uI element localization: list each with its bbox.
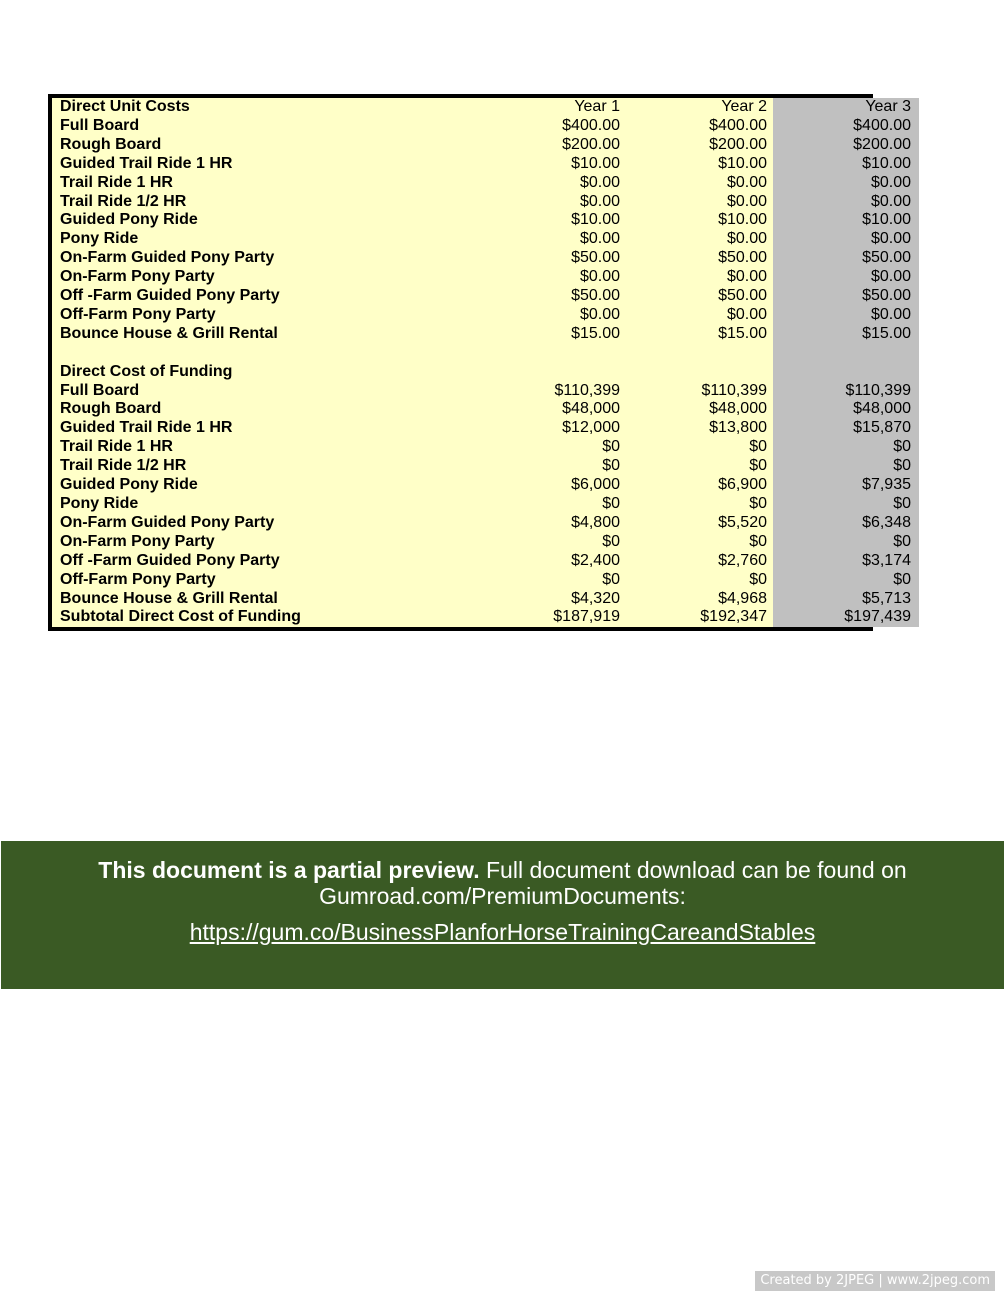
row-year-2: $0 [749,495,767,513]
row-year-3: $0.00 [773,306,919,325]
row-year-1: $200.00 [562,135,620,153]
row-label: Off-Farm Pony Party [60,305,216,323]
row-label: Off -Farm Guided Pony Party [60,551,280,569]
row-label: Bounce House & Grill Rental [60,324,278,342]
row-year-3: $7,935 [773,476,919,495]
section-heading-unit-costs: Direct Unit Costs [60,98,190,115]
unit-cost-row [52,325,919,344]
row-year-2: $6,900 [718,476,767,494]
row-year-2: $5,520 [718,513,767,531]
row-label: On-Farm Guided Pony Party [60,249,275,267]
row-year-1: $400.00 [562,116,620,134]
funding-row [52,476,919,495]
row-year-3: $6,348 [773,514,919,533]
row-year-2: $400.00 [709,116,767,134]
spacer-row [52,344,919,363]
row-year-2: $0.00 [726,173,767,191]
funding-row [52,438,919,457]
unit-cost-row [52,174,919,193]
row-year-3: $15.00 [773,325,919,344]
row-year-1: $0 [602,438,620,456]
row-year-3: $0.00 [773,230,919,249]
spacer-cell [480,344,626,363]
unit-cost-row [52,211,919,230]
row-year-3: $400.00 [773,117,919,136]
row-year-1: $0.00 [579,305,620,323]
cost-table-frame [48,94,911,631]
row-year-2: $0.00 [726,192,767,210]
row-year-2: $0 [749,438,767,456]
row-year-3: $3,174 [773,552,919,571]
row-year-1: $48,000 [562,400,620,418]
row-year-3: $10.00 [773,211,919,230]
row-label: Off-Farm Pony Party [60,570,216,588]
row-label: On-Farm Pony Party [60,532,215,550]
empty-cell [626,363,773,382]
row-year-3: $0 [773,438,919,457]
row-year-3: $0.00 [773,268,919,287]
row-year-1: $0 [602,570,620,588]
row-year-2: $15.00 [718,324,767,342]
row-year-1: $0 [602,532,620,550]
row-year-3: $200.00 [773,136,919,155]
row-year-2: $0.00 [726,268,767,286]
row-label: Rough Board [60,400,162,418]
funding-row [52,552,919,571]
row-year-1: $10.00 [571,154,620,172]
row-year-2: $10.00 [718,211,767,229]
row-label: Guided Trail Ride 1 HR [60,419,233,437]
row-year-3: $5,713 [773,590,919,609]
row-label: Subtotal Direct Cost of Funding [60,608,301,626]
row-label: On-Farm Guided Pony Party [60,513,275,531]
row-year-2: $4,968 [718,589,767,607]
row-year-2: $48,000 [709,400,767,418]
row-year-1: $50.00 [571,287,620,305]
row-year-2: $2,760 [718,551,767,569]
unit-cost-row [52,306,919,325]
row-year-2: $13,800 [709,419,767,437]
preview-notice-bold: This document is a partial preview. [98,857,480,883]
unit-cost-row [52,136,919,155]
table-header-row [52,98,919,117]
row-label: Trail Ride 1/2 HR [60,457,187,475]
spacer-cell [773,344,919,363]
spacer-cell [52,344,480,363]
row-label: Guided Pony Ride [60,476,198,494]
preview-banner [1,841,1004,989]
row-year-2: $0.00 [726,305,767,323]
row-year-3: $48,000 [773,400,919,419]
row-label: Rough Board [60,135,162,153]
subtotal-row [52,608,919,627]
row-label: Trail Ride 1 HR [60,173,173,191]
watermark: Created by 2JPEG | www.2jpeg.com [755,1271,995,1291]
row-year-3: $0.00 [773,174,919,193]
row-year-1: $12,000 [562,419,620,437]
download-link[interactable]: https://gum.co/BusinessPlanforHorseTrainingCareandStables [189,919,816,945]
row-label: Guided Pony Ride [60,211,198,229]
row-year-1: $4,320 [571,589,620,607]
row-year-3: $197,439 [773,608,919,627]
row-year-3: $15,870 [773,419,919,438]
row-year-3: $0 [773,533,919,552]
row-label: Off -Farm Guided Pony Party [60,287,280,305]
row-year-2: $192,347 [700,608,767,626]
row-year-3: $0.00 [773,193,919,212]
row-year-3: $50.00 [773,287,919,306]
row-label: Pony Ride [60,495,139,513]
row-year-1: $0.00 [579,230,620,248]
row-year-3: $10.00 [773,155,919,174]
row-year-1: $0.00 [579,268,620,286]
row-year-2: $10.00 [718,154,767,172]
row-year-3: $0 [773,457,919,476]
column-header-year-2: Year 2 [721,98,767,115]
funding-row [52,514,919,533]
column-header-year-3: Year 3 [773,98,919,117]
row-year-1: $2,400 [571,551,620,569]
empty-cell [773,363,919,382]
row-year-2: $0 [749,457,767,475]
row-year-1: $0.00 [579,192,620,210]
row-year-2: $50.00 [718,287,767,305]
row-label: Full Board [60,381,140,399]
row-label: Guided Trail Ride 1 HR [60,154,233,172]
unit-cost-row [52,230,919,249]
row-year-1: $0.00 [579,173,620,191]
row-year-1: $4,800 [571,513,620,531]
unit-cost-row [52,117,919,136]
funding-heading-row [52,363,919,382]
funding-row [52,495,919,514]
row-year-2: $200.00 [709,135,767,153]
row-year-2: $0 [749,532,767,550]
funding-row [52,533,919,552]
row-year-3: $50.00 [773,249,919,268]
funding-row [52,590,919,609]
row-year-3: $0 [773,495,919,514]
row-year-3: $110,399 [773,382,919,401]
row-label: Trail Ride 1/2 HR [60,192,187,210]
empty-cell [480,363,626,382]
unit-cost-row [52,287,919,306]
direct-costs-table [52,98,919,627]
row-year-2: $110,399 [701,381,767,399]
row-year-1: $187,919 [553,608,620,626]
unit-cost-row [52,155,919,174]
row-year-1: $15.00 [571,324,620,342]
row-year-2: $50.00 [718,249,767,267]
funding-row [52,382,919,401]
unit-cost-row [52,249,919,268]
row-year-3: $0 [773,571,919,590]
row-year-1: $110,399 [554,381,620,399]
section-heading-funding: Direct Cost of Funding [60,362,233,380]
spacer-cell [626,344,773,363]
funding-row [52,571,919,590]
funding-row [52,419,919,438]
row-label: Pony Ride [60,230,139,248]
funding-row [52,457,919,476]
unit-cost-row [52,268,919,287]
row-label: On-Farm Pony Party [60,268,215,286]
row-year-1: $0 [602,457,620,475]
unit-cost-row [52,193,919,212]
funding-row [52,400,919,419]
column-header-year-1: Year 1 [574,98,620,115]
row-label: Trail Ride 1 HR [60,438,173,456]
row-year-1: $10.00 [571,211,620,229]
row-label: Full Board [60,116,140,134]
preview-notice [1,857,1004,883]
preview-notice-text: Full document download can be found on [479,857,907,883]
row-label: Bounce House & Grill Rental [60,589,278,607]
row-year-1: $50.00 [571,249,620,267]
row-year-1: $6,000 [571,476,620,494]
row-year-2: $0 [749,570,767,588]
preview-source: Gumroad.com/PremiumDocuments: [319,883,686,909]
row-year-1: $0 [602,495,620,513]
row-year-2: $0.00 [726,230,767,248]
